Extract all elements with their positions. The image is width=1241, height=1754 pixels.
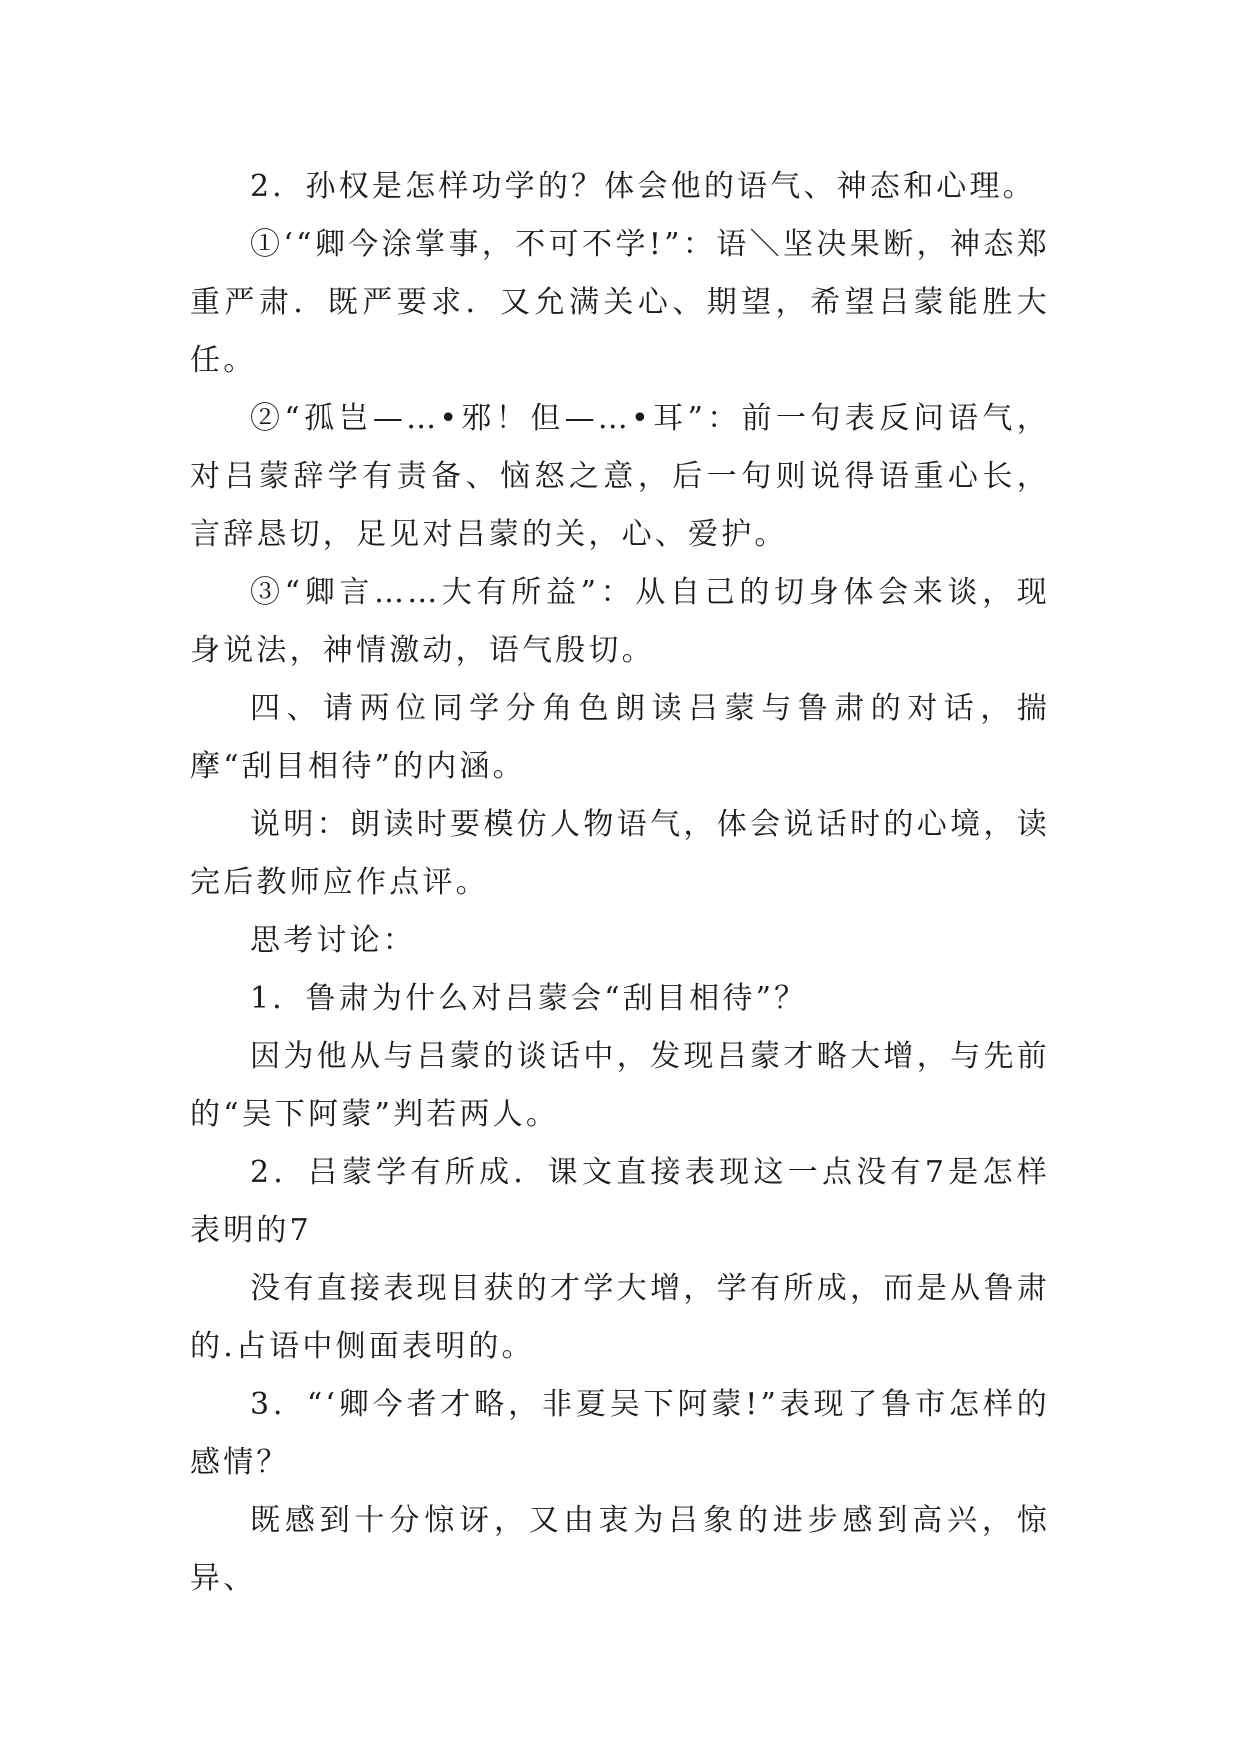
paragraph: 2．吕蒙学有所成．课文直接表现这一点没有7是怎样表明的7 [190,1155,1050,1248]
paragraph: 思考讨论： [250,923,416,958]
paragraph: 3．“‘卿今者才略，非夏吴下阿蒙!”表现了鲁市怎样的感情？ [190,1387,1050,1480]
paragraph: 四、请两位同学分角色朗读吕蒙与鲁肃的对话，揣摩“刮目相待”的内涵。 [190,691,1050,784]
paragraph: 没有直接表现目获的才学大增，学有所成，而是从鲁肃的.占语中侧面表明的。 [190,1271,1050,1364]
paragraph: 既感到十分惊讶，又由衷为吕象的进步感到高兴，惊异、 [190,1503,1050,1596]
paragraph: 说明：朗读时要模仿人物语气，体会说话时的心境，读完后教师应作点评。 [190,807,1050,900]
paragraph: ③“卿言……大有所益”：从自己的切身体会来谈，现身说法，神情激动，语气殷切。 [190,575,1050,668]
paragraph: ①‘“卿今涂掌事，不可不学!”：语＼坚决果断，神态郑重严肃．既严要求．又允满关心、期望，希望吕蒙能胜大任。 [190,227,1050,378]
document-body [190,158,1050,1608]
paragraph: ②“孤岂—…•邪！但—…•耳”：前一句表反问语气，对吕蒙辞学有责备、恼怒之意，后一句则说得语重心长，言辞恳切，足见对吕蒙的关，心、爱护。 [190,401,1050,552]
paragraph: 2．孙权是怎样功学的？体会他的语气、神态和心理。 [250,169,1036,204]
paragraph: 1．鲁肃为什么对吕蒙会“刮目相待”？ [250,981,808,1016]
paragraph: 因为他从与吕蒙的谈话中，发现吕蒙才略大增，与先前的“吴下阿蒙”判若两人。 [190,1039,1050,1132]
